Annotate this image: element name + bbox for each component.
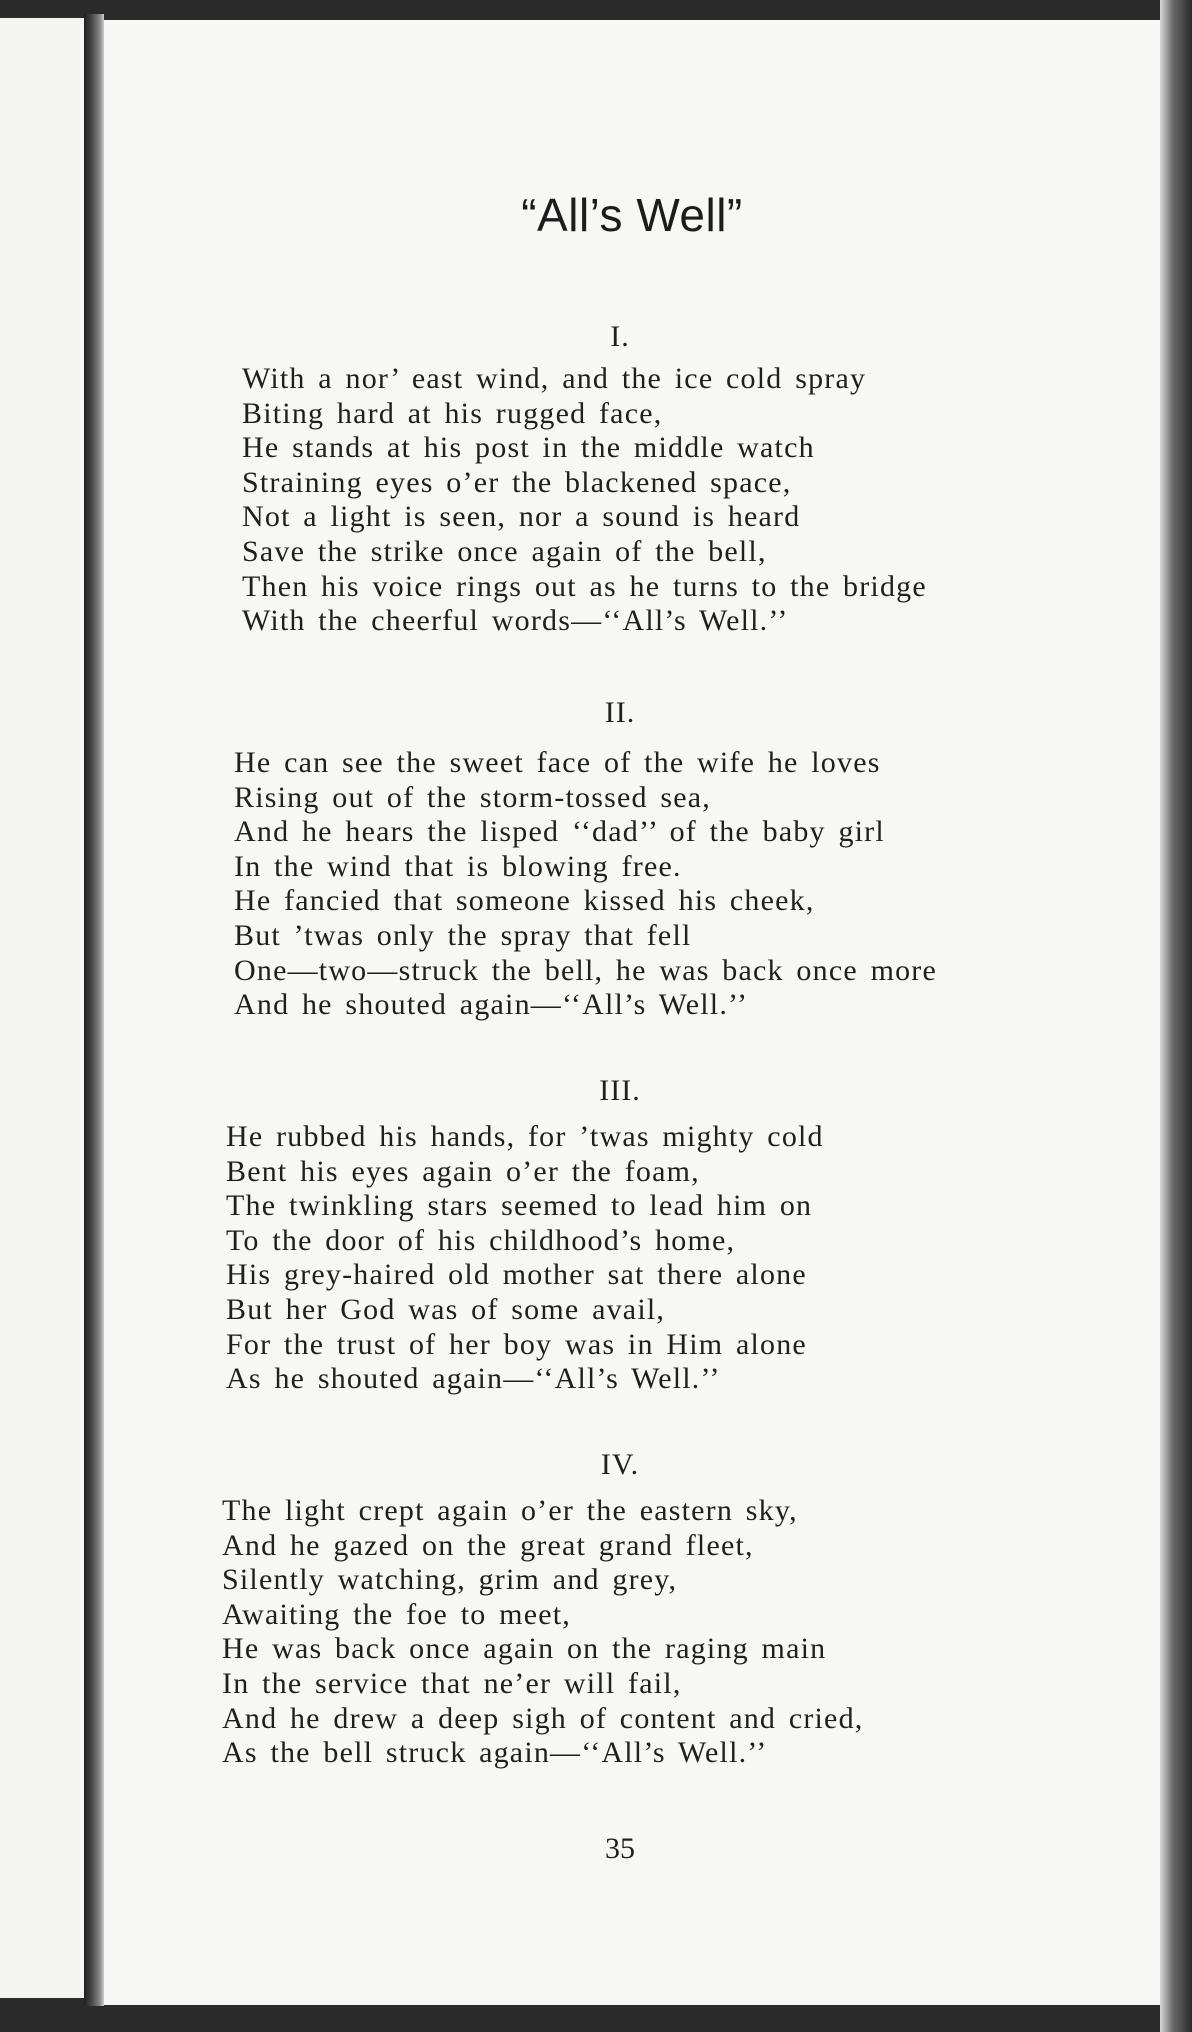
- stanza-line: Rising out of the storm-tossed sea,: [234, 780, 711, 814]
- page-number: 35: [605, 1832, 635, 1865]
- poem-title: “All’s Well”: [521, 189, 743, 241]
- stanza-line: In the wind that is blowing free.: [234, 849, 682, 883]
- stanza-line: In the service that ne’er will fail,: [222, 1666, 682, 1700]
- page-edge-shadow: [1160, 0, 1192, 2032]
- stanza-number-3: III.: [599, 1074, 641, 1107]
- stanza-1: [242, 362, 1062, 639]
- book-binding: [84, 14, 104, 2006]
- stanza-line: He fancied that someone kissed his cheek,: [234, 884, 815, 918]
- stanza-line: But her God was of some avail,: [226, 1292, 666, 1326]
- stanza-line: Biting hard at his rugged face,: [242, 396, 663, 430]
- stanza-line: The light crept again o’er the eastern sky,: [222, 1494, 798, 1527]
- stanza-3: [226, 1120, 1046, 1397]
- facing-page-edge: [0, 18, 84, 1998]
- stanza-line: And he gazed on the great grand fleet,: [222, 1528, 754, 1562]
- book-page: [104, 20, 1160, 2005]
- stanza-number-4: IV.: [600, 1448, 640, 1481]
- stanza-line: He can see the sweet face of the wife he loves: [234, 746, 881, 779]
- stanza-line: Awaiting the foe to meet,: [222, 1597, 571, 1631]
- stanza-line: He was back once again on the raging main: [222, 1632, 827, 1666]
- stanza-line: The twinkling stars seemed to lead him on: [226, 1189, 813, 1223]
- stanza-line: And he drew a deep sigh of content and cried,: [222, 1701, 864, 1735]
- stanza-line: With a nor’ east wind, and the ice cold spray: [242, 362, 867, 395]
- stanza-line: And he hears the lisped ‘‘dad’’ of the baby girl: [234, 815, 885, 849]
- stanza-line: With the cheerful words—‘‘All’s Well.’’: [242, 604, 789, 638]
- stanza-line: To the door of his childhood’s home,: [226, 1223, 736, 1257]
- stanza-line: For the trust of her boy was in Him alone: [226, 1327, 807, 1361]
- stanza-line: He stands at his post in the middle watch: [242, 431, 815, 465]
- stanza-line: Not a light is seen, nor a sound is heard: [242, 500, 801, 534]
- stanza-line: As he shouted again—‘‘All’s Well.’’: [226, 1362, 721, 1396]
- stanza-line: And he shouted again—‘‘All’s Well.’’: [234, 988, 749, 1022]
- stanza-line: His grey-haired old mother sat there alone: [226, 1258, 807, 1292]
- stanza-line: Bent his eyes again o’er the foam,: [226, 1154, 700, 1188]
- stanza-line: As the bell struck again—‘‘All’s Well.’’: [222, 1736, 768, 1770]
- stanza-2: [234, 746, 1054, 1023]
- stanza-line: Save the strike once again of the bell,: [242, 534, 767, 568]
- stanza-line: Then his voice rings out as he turns to the bridge: [242, 569, 927, 603]
- stanza-line: He rubbed his hands, for ’twas mighty cold: [226, 1120, 824, 1153]
- stanza-line: But ’twas only the spray that fell: [234, 918, 692, 952]
- stanza-4: [222, 1494, 1042, 1771]
- stanza-line: Silently watching, grim and grey,: [222, 1563, 678, 1597]
- stanza-line: One—two—struck the bell, he was back once more: [234, 953, 938, 987]
- stanza-number-2: II.: [604, 696, 636, 729]
- stanza-line: Straining eyes o’er the blackened space,: [242, 465, 792, 499]
- stanza-number-1: I.: [610, 320, 630, 353]
